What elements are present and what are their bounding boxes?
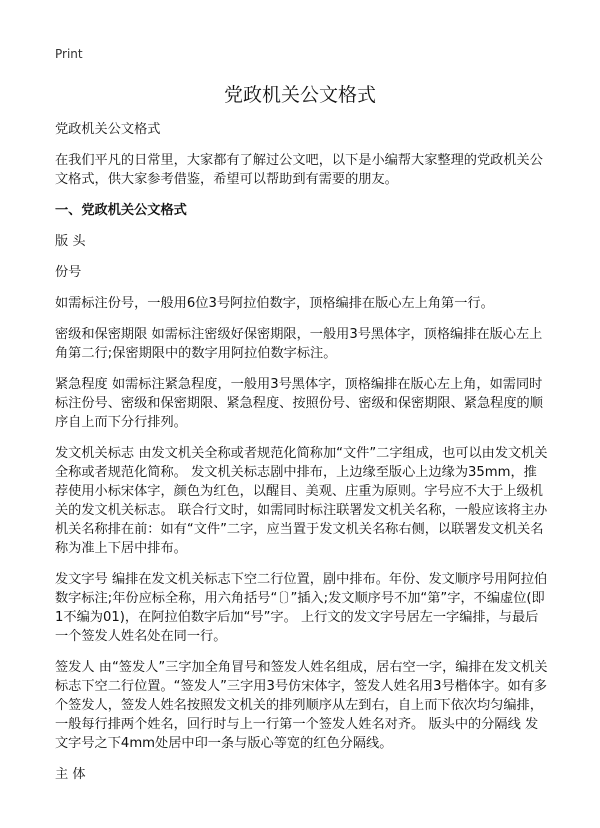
subtitle-paragraph: 党政机关公文格式 [55,122,161,137]
intro-paragraph: 在我们平凡的日常里，大家都有了解过公文吧，以下是小编帮大家整理的党政机关公文格式，供大家参考借鉴，希望可以帮助到有需要的朋友。 [55,153,543,187]
paragraph-copy-number: 如需标注份号，一般用6位3号阿拉伯数字，顶格编排在版心左上角第一行。 [55,296,494,311]
document-title: 党政机关公文格式 [223,84,376,106]
subsection-heading-body: 主 体 [55,767,86,782]
paragraph-issuer-mark: 发文机关标志 由发文机关全称或者规范化简称加“文件”二字组成，也可以由发文机关全称或者规范化简称。 发文机关标志剧中排布，上边缘至版心上边缘为35mm，推荐使用小标宋体字，颜色为红色，以醒目、美观、庄重为原则。字号应不大于上级机关的发文机关标志。 联合行文时，如需同时标注联署发文机关名称，一般应该将主办机关名称排在前：如有“文件”二字，应当置于发文机关名称右侧，以联署发文机关名称为准上下居中排布。 [55,446,548,556]
print-label: Print [55,47,83,61]
paragraph-signer: 签发人 由“签发人”三字加全角冒号和签发人姓名组成，居右空一字，编排在发文机关标志下空二行位置。“签发人”三字用3号仿宋体字，签发人姓名用3号楷体字。如有多个签发人，签发人姓名按照发文机关的排列顺序从左到右，自上而下依次均匀编排，一般每行排两个姓名，回行时与上一行第一个签发人姓名对齐。 版头中的分隔线 发文字号之下4mm处居中印一条与版心等宽的红色分隔线。 [55,660,548,751]
subsection-heading-header: 版 头 [55,234,86,249]
paragraph-urgency: 紧急程度 如需标注紧急程度，一般用3号黑体字，顶格编排在版心左上角，如需同时标注份号、密级和保密期限、紧急程度、按照份号、密级和保密期限、紧急程度的顺序自上而下分行排列。 [55,377,543,430]
paragraph-document-number: 发文字号 编排在发文机关标志下空二行位置，剧中排布。年份、发文顺序号用阿拉伯数字标注;年份应标全称，用六角括号“〔〕”插入;发文顺序号不加“第”字，不编虚位(即1不编为01)，在阿拉伯数字后加“号”字。 上行文的发文字号居左一字编排，与最后一个签发人姓名处在同一行。 [55,572,548,644]
section-heading: 一、党政机关公文格式 [55,203,187,218]
paragraph-classification: 密级和保密期限 如需标注密级好保密期限，一般用3号黑体字，顶格编排在版心左上角第二行;保密期限中的数字用阿拉伯数字标注。 [55,327,543,361]
document-body [55,120,550,796]
item-heading-copy-number: 份号 [55,265,82,280]
